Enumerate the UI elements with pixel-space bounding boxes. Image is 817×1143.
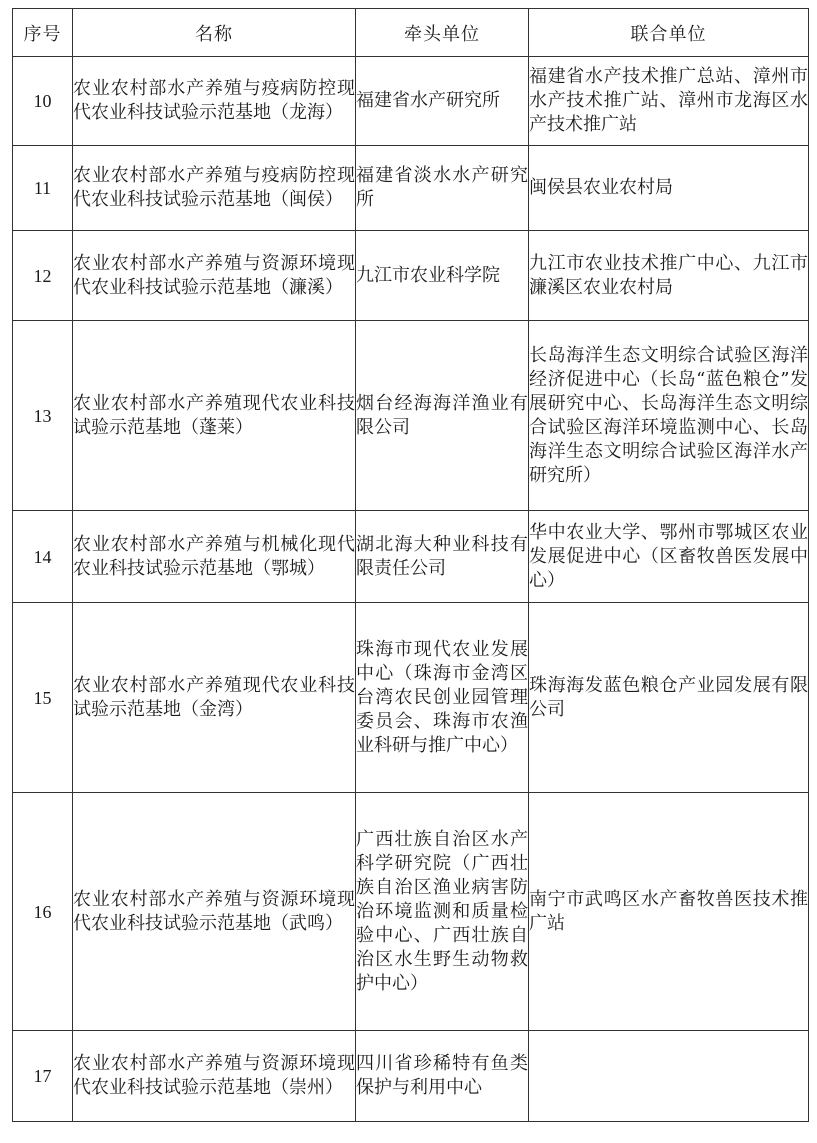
row-lead-unit: 烟台经海海洋渔业有限公司 bbox=[356, 321, 529, 511]
row-partner-unit: 福建省水产技术推广总站、漳州市水产技术推广站、漳州市龙海区水产技术推广站 bbox=[529, 57, 809, 146]
row-no: 15 bbox=[13, 603, 73, 793]
table-row bbox=[13, 511, 809, 603]
table-row bbox=[13, 146, 809, 231]
row-name: 农业农村部水产养殖与资源环境现代农业科技试验示范基地（濂溪） bbox=[73, 231, 356, 321]
header-row bbox=[13, 9, 809, 57]
row-lead-unit: 珠海市现代农业发展中心（珠海市金湾区台湾农民创业园管理委员会、珠海市农渔业科研与推广中心） bbox=[356, 603, 529, 793]
table-row bbox=[13, 603, 809, 793]
header-partner-unit: 联合单位 bbox=[529, 9, 809, 57]
row-partner-unit: 珠海海发蓝色粮仓产业园发展有限公司 bbox=[529, 603, 809, 793]
row-name: 农业农村部水产养殖与疫病防控现代农业科技试验示范基地（龙海） bbox=[73, 57, 356, 146]
row-name: 农业农村部水产养殖现代农业科技试验示范基地（蓬莱） bbox=[73, 321, 356, 511]
row-no: 16 bbox=[13, 793, 73, 1031]
row-lead-unit: 福建省水产研究所 bbox=[356, 57, 529, 146]
header-name: 名称 bbox=[73, 9, 356, 57]
row-no: 11 bbox=[13, 146, 73, 231]
row-lead-unit: 四川省珍稀特有鱼类保护与利用中心 bbox=[356, 1031, 529, 1122]
institutions-table bbox=[12, 8, 809, 1122]
table-row bbox=[13, 231, 809, 321]
row-partner-unit bbox=[529, 1031, 809, 1122]
row-partner-unit: 九江市农业技术推广中心、九江市濂溪区农业农村局 bbox=[529, 231, 809, 321]
row-name: 农业农村部水产养殖与资源环境现代农业科技试验示范基地（武鸣） bbox=[73, 793, 356, 1031]
table-row bbox=[13, 57, 809, 146]
table-row bbox=[13, 793, 809, 1031]
row-partner-unit: 南宁市武鸣区水产畜牧兽医技术推广站 bbox=[529, 793, 809, 1031]
row-no: 13 bbox=[13, 321, 73, 511]
row-lead-unit: 九江市农业科学院 bbox=[356, 231, 529, 321]
row-name: 农业农村部水产养殖与资源环境现代农业科技试验示范基地（崇州） bbox=[73, 1031, 356, 1122]
row-name: 农业农村部水产养殖与机械化现代农业科技试验示范基地（鄂城） bbox=[73, 511, 356, 603]
table-row bbox=[13, 1031, 809, 1122]
row-no: 17 bbox=[13, 1031, 73, 1122]
row-name: 农业农村部水产养殖现代农业科技试验示范基地（金湾） bbox=[73, 603, 356, 793]
row-lead-unit: 湖北海大种业科技有限责任公司 bbox=[356, 511, 529, 603]
row-lead-unit: 福建省淡水水产研究所 bbox=[356, 146, 529, 231]
row-partner-unit: 长岛海洋生态文明综合试验区海洋经济促进中心（长岛“蓝色粮仓”发展研究中心、长岛海洋生态文明综合试验区海洋环境监测中心、长岛海洋生态文明综合试验区海洋水产研究所） bbox=[529, 321, 809, 511]
row-name: 农业农村部水产养殖与疫病防控现代农业科技试验示范基地（闽侯） bbox=[73, 146, 356, 231]
row-no: 12 bbox=[13, 231, 73, 321]
table-row bbox=[13, 321, 809, 511]
header-lead-unit: 牵头单位 bbox=[356, 9, 529, 57]
row-partner-unit: 闽侯县农业农村局 bbox=[529, 146, 809, 231]
header-no: 序号 bbox=[13, 9, 73, 57]
row-lead-unit: 广西壮族自治区水产科学研究院（广西壮族自治区渔业病害防治环境监测和质量检验中心、广西壮族自治区水生野生动物救护中心） bbox=[356, 793, 529, 1031]
row-no: 14 bbox=[13, 511, 73, 603]
row-no: 10 bbox=[13, 57, 73, 146]
row-partner-unit: 华中农业大学、鄂州市鄂城区农业发展促进中心（区畜牧兽医发展中心） bbox=[529, 511, 809, 603]
